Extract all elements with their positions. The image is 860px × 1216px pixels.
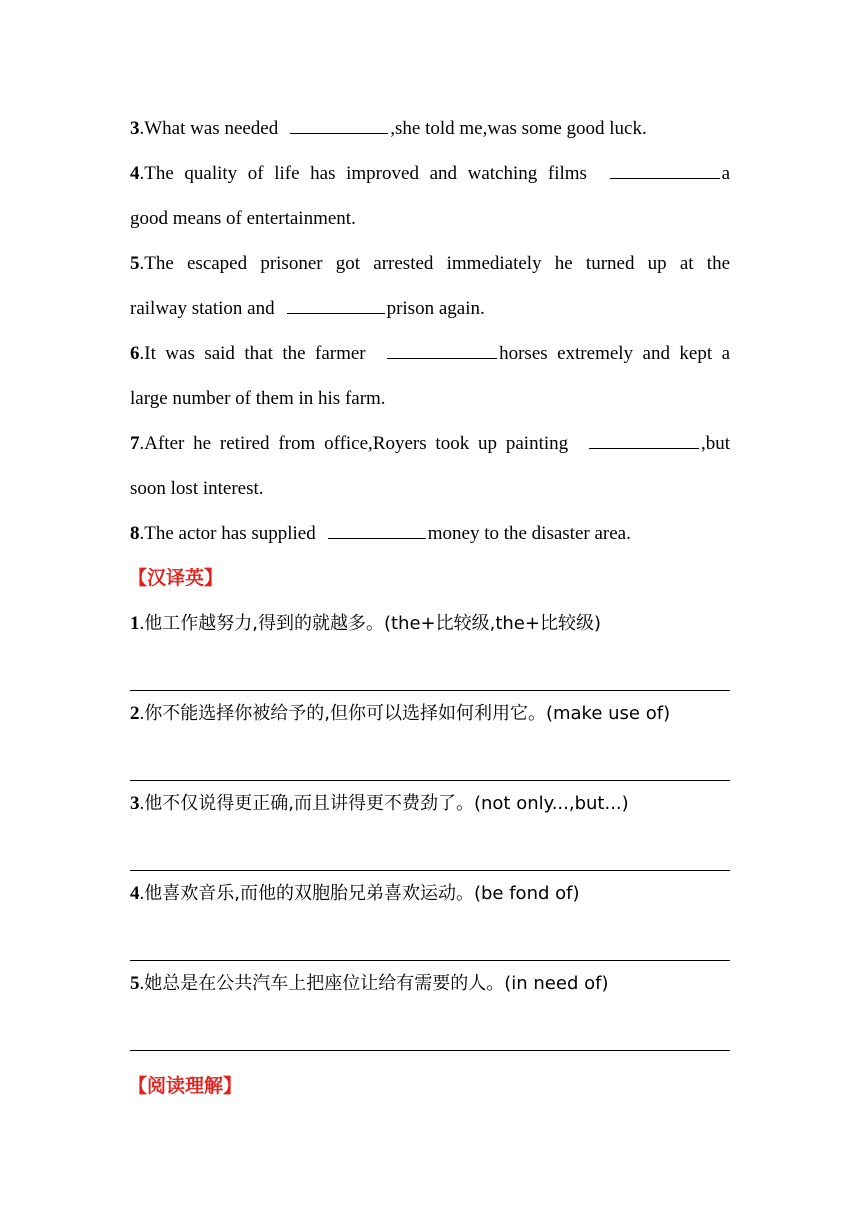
section-heading-translation: 【汉译英】 — [128, 567, 224, 589]
translation-item-2: 2.你不能选择你被给予的,但你可以选择如何利用它。(make use of) — [130, 703, 671, 724]
answer-blank[interactable] — [290, 117, 388, 134]
section-heading-reading: 【阅读理解】 — [128, 1075, 243, 1097]
item-number: 7 — [130, 433, 140, 454]
item-number: 6 — [130, 343, 140, 364]
fill-blank-item-5: 5.The escaped prisoner got arrested immediately he turned up at the — [130, 253, 730, 274]
answer-line-2[interactable] — [130, 736, 730, 781]
fill-blank-item-5-continuation — [130, 286, 730, 331]
item-text-before: What was needed — [144, 118, 279, 139]
worksheet-page — [130, 106, 730, 1109]
answer-blank[interactable] — [287, 297, 385, 314]
item-number: 2 — [130, 703, 140, 724]
item-prompt: 他不仅说得更正确,而且讲得更不费劲了。(not only...,but...) — [144, 793, 629, 814]
item-prompt: 她总是在公共汽车上把座位让给有需要的人。(in need of) — [144, 973, 609, 994]
translation-item-4: 4.他喜欢音乐,而他的双胞胎兄弟喜欢运动。(be fond of) — [130, 883, 580, 904]
item-prompt: 你不能选择你被给予的,但你可以选择如何利用它。(make use of) — [144, 703, 671, 724]
item-number: 3 — [130, 118, 140, 139]
item-text-after: a — [721, 163, 731, 184]
fill-blank-item-7-continuation: soon lost interest. — [130, 478, 264, 499]
fill-blank-item-7: 7.After he retired from office,Royers took up painting ,but — [130, 433, 730, 454]
fill-blank-item-6-continuation: large number of them in his farm. — [130, 388, 386, 409]
answer-line-3[interactable] — [130, 826, 730, 871]
fill-blank-item-8: 8.The actor has supplied money to the disaster area. — [130, 523, 631, 544]
translation-item-3: 3.他不仅说得更正确,而且讲得更不费劲了。(not only...,but...) — [130, 793, 629, 814]
translation-item-5: 5.她总是在公共汽车上把座位让给有需要的人。(in need of) — [130, 973, 609, 994]
answer-line-1[interactable] — [130, 646, 730, 691]
item-number: 3 — [130, 793, 140, 814]
answer-blank[interactable] — [387, 342, 497, 359]
item-number: 4 — [130, 163, 140, 184]
item-text-after: money to the disaster area. — [427, 523, 631, 544]
item-number: 5 — [130, 973, 140, 994]
item-text-before: After he retired from office,Royers took up painting — [144, 433, 569, 454]
item-text-before: The actor has supplied — [144, 523, 316, 544]
answer-blank[interactable] — [589, 432, 699, 449]
item-number: 4 — [130, 883, 140, 904]
item-text-after: ,she told me,was some good luck. — [390, 118, 647, 139]
item-number: 5 — [130, 253, 140, 274]
item-text-line1: The escaped prisoner got arrested immediately he turned up at the — [144, 253, 730, 274]
item-prompt: 他工作越努力,得到的就越多。(the+比较级,the+比较级) — [144, 613, 601, 634]
answer-line-5[interactable] — [130, 1006, 730, 1051]
item-text-after: ,but — [700, 433, 730, 454]
translation-item-1: 1.他工作越努力,得到的就越多。(the+比较级,the+比较级) — [130, 613, 601, 634]
answer-blank[interactable] — [328, 522, 426, 539]
fill-blank-item-4-continuation: good means of entertainment. — [130, 208, 356, 229]
item-number: 1 — [130, 613, 140, 634]
item-text-after: prison again. — [386, 298, 485, 319]
item-prompt: 他喜欢音乐,而他的双胞胎兄弟喜欢运动。(be fond of) — [144, 883, 580, 904]
answer-line-4[interactable] — [130, 916, 730, 961]
item-text-before: railway station and — [130, 298, 275, 319]
fill-blank-item-3: 3.What was needed ,she told me,was some good luck. — [130, 118, 647, 139]
item-number: 8 — [130, 523, 140, 544]
item-text-before: It was said that the farmer — [144, 343, 366, 364]
item-text-after: horses extremely and kept a — [499, 343, 731, 364]
item-text-before: The quality of life has improved and watching films — [144, 163, 587, 184]
answer-blank[interactable] — [610, 162, 720, 179]
fill-blank-item-6: 6.It was said that the farmer horses extremely and kept a — [130, 343, 731, 364]
fill-blank-item-4: 4.The quality of life has improved and watching films a — [130, 163, 731, 184]
